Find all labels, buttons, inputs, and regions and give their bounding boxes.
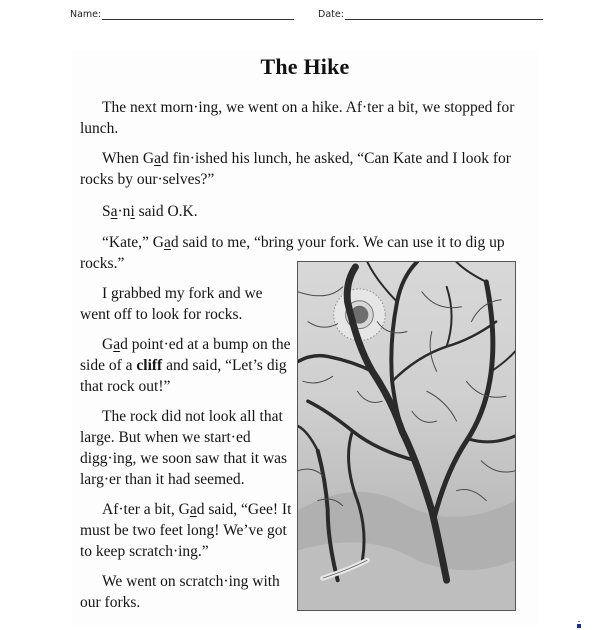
name-blank-line[interactable] xyxy=(102,9,294,20)
paragraph-3: Sa·ni said O.K. xyxy=(102,203,198,220)
vocab-word-cliff: cliff xyxy=(136,357,163,374)
paragraph-4: “Kate,” Gad said to me, “bring your fork. We can use it to dig up rocks.” xyxy=(80,234,505,272)
tree-sketch-image xyxy=(297,261,516,611)
paragraph-2: When Gad fin·ished his lunch, he asked, “Can Kate and I look for rocks by our·selves?” xyxy=(80,150,511,188)
date-blank-line[interactable] xyxy=(345,9,543,20)
corner-mark-icon xyxy=(577,624,581,628)
sun-drawing xyxy=(334,289,386,341)
story-title: The Hike xyxy=(260,54,350,79)
paragraph-9: We went on scratch·ing with our forks. xyxy=(80,573,280,611)
name-label: Name: xyxy=(70,9,102,20)
date-field[interactable] xyxy=(318,9,543,20)
paragraph-1: The next morn·ing, we went on a hike. Af·ter a bit, we stopped for lunch. xyxy=(80,99,515,137)
name-field[interactable] xyxy=(70,9,294,20)
paragraph-8: Af·ter a bit, Gad said, “Gee! It must be two feet long! We’ve got to keep scratch·ing.” xyxy=(80,501,292,560)
paragraph-5: I grabbed my fork and we went off to look for rocks. xyxy=(80,285,263,323)
date-label: Date: xyxy=(318,9,344,20)
story-page xyxy=(72,50,538,626)
paragraph-6: Gad point·ed at a bump on the side of a cliff and said, “Let’s dig that rock out!” xyxy=(80,336,291,395)
paragraph-7: The rock did not look all that large. But when we start·ed digg·ing, we soon saw that it was larg·er than it had seemed. xyxy=(80,408,288,488)
